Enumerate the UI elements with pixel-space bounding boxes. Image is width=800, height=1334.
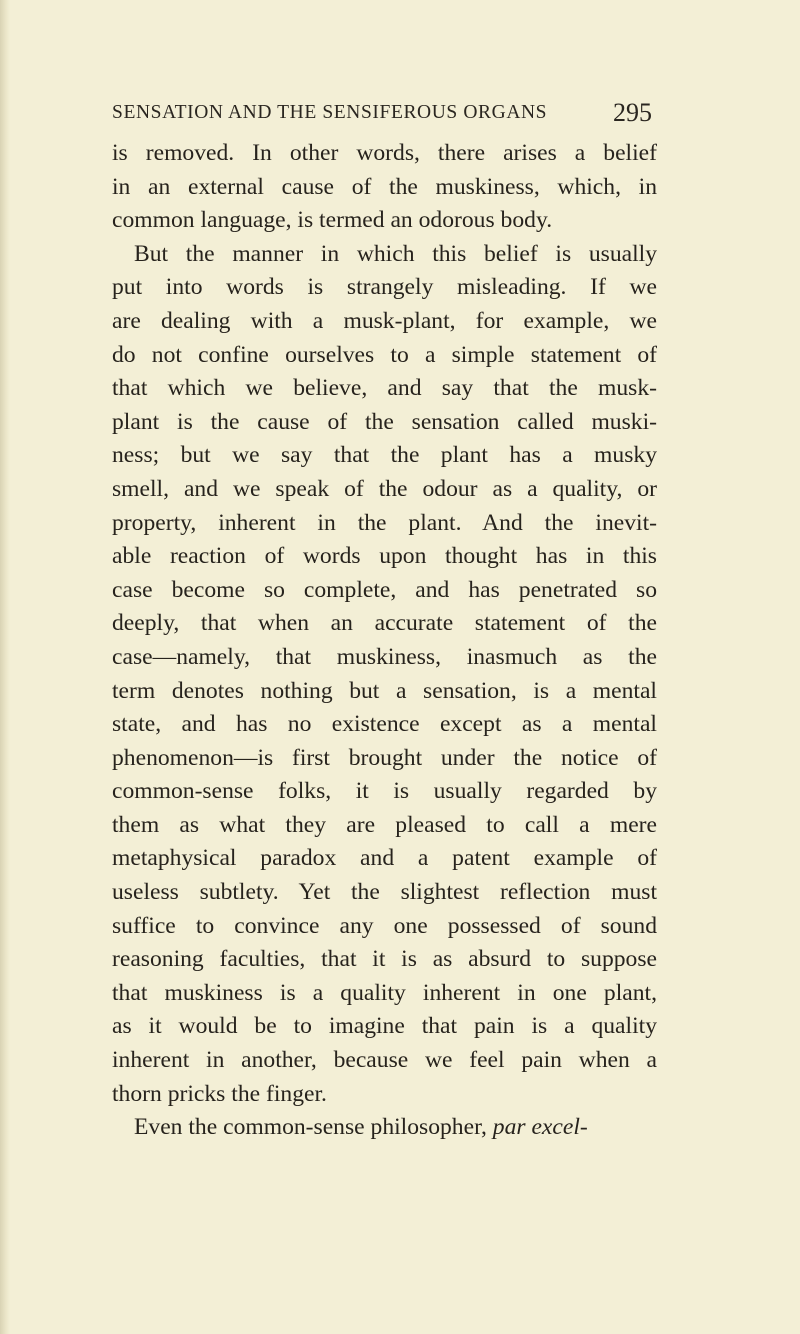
text-line: able reaction of words upon thought has in this <box>112 543 657 570</box>
text-line: plant is the cause of the sensation called muski- <box>112 408 657 435</box>
running-title: SENSATION AND THE SENSIFEROUS ORGANS <box>112 102 548 123</box>
text-line: is removed. In other words, there arises a belief <box>112 140 657 166</box>
body-text <box>112 137 657 1145</box>
text-line: deeply, that when an accurate statement of the <box>112 610 657 637</box>
text-line: that muskiness is a quality inherent in one plant, <box>112 979 657 1006</box>
text-line: inherent in another, because we feel pain when a <box>112 1047 657 1074</box>
page-binding-edge <box>0 0 10 1334</box>
text-line: are dealing with a musk-plant, for example, we <box>112 307 657 334</box>
text-line: property, inherent in the plant. And the inevit- <box>112 509 657 536</box>
text-line: that which we believe, and say that the musk- <box>112 375 657 402</box>
text-line: metaphysical paradox and a patent example of <box>112 845 657 872</box>
text-line: common-sense folks, it is usually regarded by <box>112 778 657 805</box>
text-line: in an external cause of the muskiness, which, in <box>112 173 657 200</box>
text-line-final <box>112 1111 657 1145</box>
text-line: case—namely, that muskiness, inasmuch as the <box>112 643 657 670</box>
text-line: smell, and we speak of the odour as a quality, or <box>112 475 657 502</box>
text-line: suffice to convince any one possessed of sound <box>112 912 657 939</box>
text-line: them as what they are pleased to call a mere <box>112 811 657 838</box>
text-line: as it would be to imagine that pain is a quality <box>112 1013 657 1040</box>
text-line: reasoning faculties, that it is as absurd to suppose <box>112 946 657 973</box>
text-line: But the manner in which this belief is usually <box>134 240 657 267</box>
text-line: useless subtlety. Yet the slightest reflection must <box>112 879 657 906</box>
final-line-italic: par excel- <box>492 1114 588 1141</box>
text-line: put into words is strangely misleading. If we <box>112 274 657 301</box>
final-line-text: Even the common-sense philosopher, <box>134 1114 493 1141</box>
running-head <box>112 98 652 128</box>
text-line: common language, is termed an odorous body. <box>112 207 553 234</box>
text-line: case become so complete, and has penetrated so <box>112 576 657 603</box>
page-number: 295 <box>613 98 652 127</box>
text-line: phenomenon—is first brought under the notice of <box>112 744 657 771</box>
text-line: state, and has no existence except as a mental <box>112 711 657 738</box>
text-line: ness; but we say that the plant has a musky <box>112 442 657 469</box>
text-line: term denotes nothing but a sensation, is a mental <box>112 677 657 704</box>
text-line: do not confine ourselves to a simple statement of <box>112 341 657 368</box>
text-line: thorn pricks the finger. <box>112 1080 327 1107</box>
